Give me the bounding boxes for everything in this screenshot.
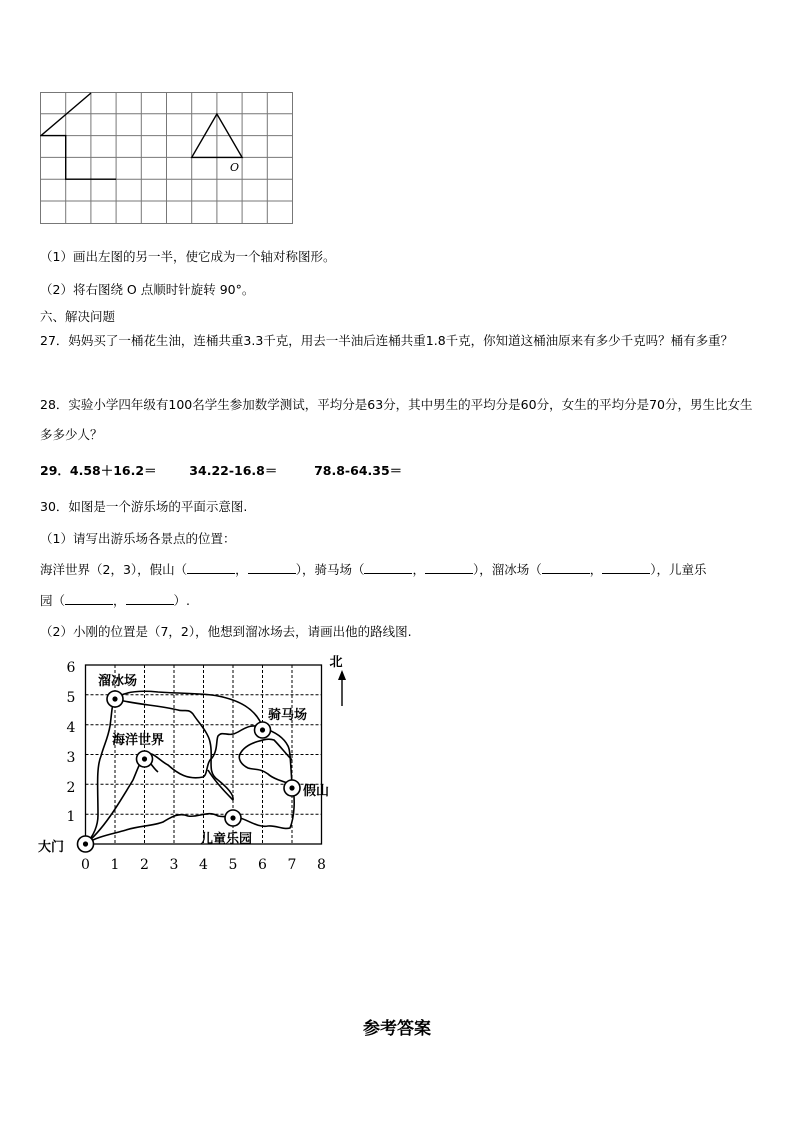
q26-part2: （2）将右图绕 O 点顺时针旋转 90°。 [40, 282, 255, 297]
question-29 [40, 462, 402, 480]
grid-lines [40, 92, 293, 224]
x-tick-label: 1 [110, 857, 120, 873]
answer-blank[interactable] [187, 561, 235, 574]
q30-part2: （2）小刚的位置是（7，2），他想到溜冰场去，请画出他的路线图. [40, 624, 412, 639]
q30-positions-line2: 园（ ， ）. [40, 593, 191, 608]
gate-label: 大门 [38, 840, 65, 855]
q30-intro: 30．如图是一个游乐场的平面示意图. [40, 499, 248, 514]
section-heading: 六、解决问题 [40, 309, 116, 324]
y-tick-label: 1 [66, 809, 76, 825]
answer-blank[interactable] [126, 592, 174, 605]
horse-label: 骑马场 [268, 708, 308, 723]
rockery-label: 假山 [303, 784, 330, 799]
answer-blank[interactable] [248, 561, 296, 574]
answer-title: 参考答案 [363, 1019, 431, 1039]
skating-label: 溜冰场 [98, 674, 138, 689]
north-arrow [329, 655, 346, 706]
y-tick-label: 6 [66, 660, 76, 676]
question-28: 28．实验小学四年级有100名学生参加数学测试，平均分是63分，其中男生的平均分是60分，女生的平均分是70分，男生比女生多多少人？ [40, 397, 753, 442]
kids-text: ），儿童乐 [650, 562, 707, 577]
skate-text: ），溜冰场（ [472, 562, 542, 577]
left-half-figure [41, 93, 116, 179]
origin-label: O [230, 161, 240, 174]
horse-text: ），骑马场（ [295, 562, 365, 577]
x-tick-label: 6 [258, 857, 267, 873]
ocean-world-text: 海洋世界（2，3），假山（ [40, 562, 188, 577]
q30-positions-line1: 海洋世界（2，3），假山（ ， ），骑马场（ ， ），溜冰场（ ， ），儿童乐 [40, 562, 707, 577]
grid-figure [40, 92, 296, 228]
question-27: 27．妈妈买了一桶花生油，连桶共重3.3千克，用去一半油后连桶共重1.8千克，你知道这桶油原来有多少千克吗？桶有多重？ [40, 333, 734, 348]
north-label: 北 [329, 655, 343, 670]
y-tick-label: 5 [66, 690, 76, 706]
answer-blank[interactable] [364, 561, 412, 574]
q26-part1: （1）画出左图的另一半，使它成为一个轴对称图形。 [40, 249, 336, 264]
x-tick-label: 4 [199, 857, 208, 873]
kids-label: 儿童乐园 [200, 832, 253, 847]
x-tick-label: 5 [228, 857, 238, 873]
x-tick-label: 8 [317, 857, 326, 873]
y-tick-label: 4 [66, 720, 76, 736]
q29-expr-c: 78.8-64.35＝ [314, 463, 403, 478]
y-tick-label: 2 [66, 780, 76, 796]
x-axis-ticks [81, 857, 326, 873]
x-tick-label: 2 [140, 857, 149, 873]
y-axis-ticks [67, 660, 76, 825]
answer-blank[interactable] [602, 561, 650, 574]
q29-expr-a: 29．4.58＋16.2＝ [40, 463, 157, 478]
park-map [28, 650, 348, 875]
y-tick-label: 3 [66, 750, 76, 766]
answer-blank[interactable] [542, 561, 590, 574]
x-tick-label: 0 [81, 857, 90, 873]
q30-part1: （1）请写出游乐场各景点的位置： [40, 531, 236, 546]
x-tick-label: 3 [169, 857, 179, 873]
ocean-world-label: 海洋世界 [112, 733, 165, 748]
answer-blank[interactable] [425, 561, 473, 574]
q29-expr-b: 34.22-16.8＝ [189, 463, 278, 478]
answer-blank[interactable] [65, 592, 113, 605]
x-tick-label: 7 [287, 857, 297, 873]
